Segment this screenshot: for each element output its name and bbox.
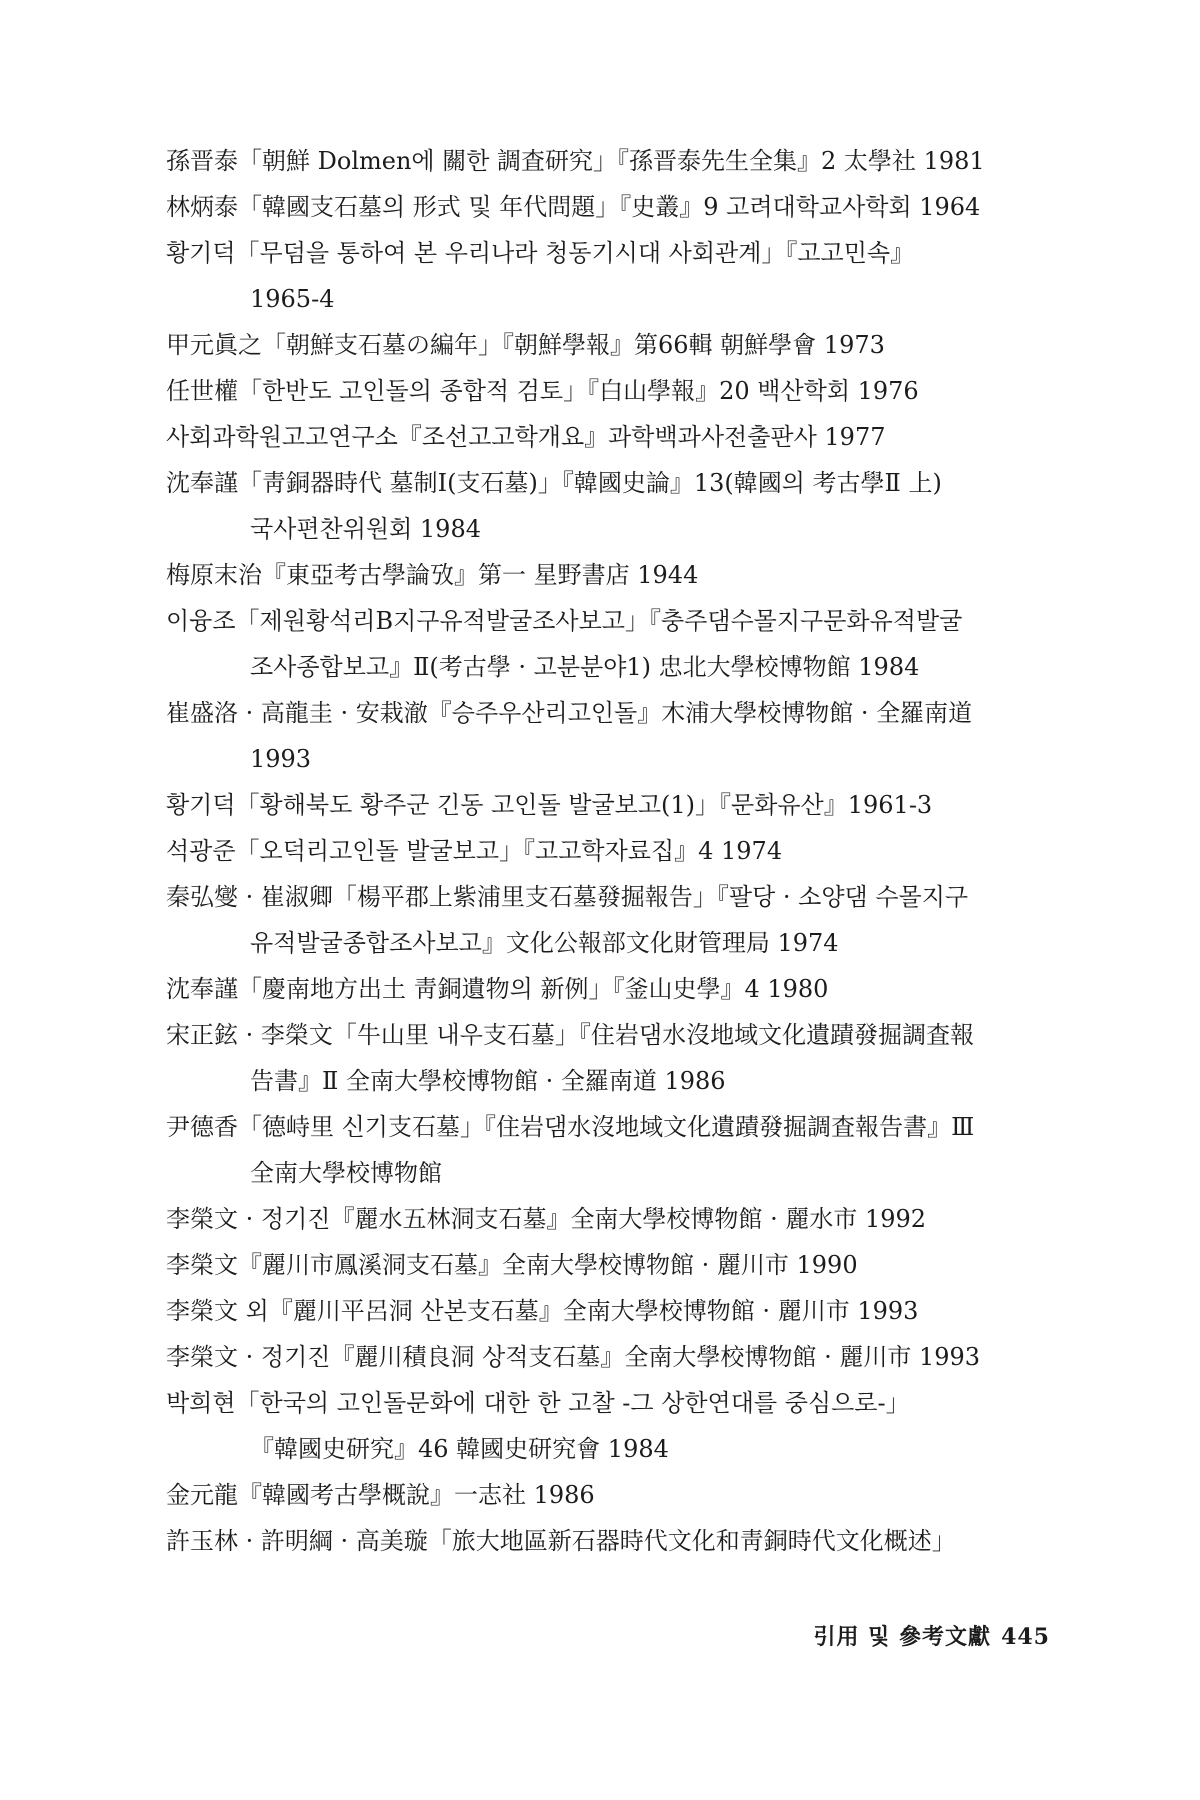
reference-entry [166, 1518, 1051, 1564]
reference-entry [166, 322, 1051, 368]
reference-line: 황기덕「무덤을 통하여 본 우리나라 청동기시대 사회관계」『고고민속』 [166, 239, 915, 267]
reference-line: 李榮文 · 정기진『麗川積良洞 상적支石墓』全南大學校博物館 · 麗川市 1993 [166, 1343, 981, 1371]
reference-continuation-line: 1965-4 [250, 285, 335, 313]
reference-line: 李榮文 · 정기진『麗水五林洞支石墓』全南大學校博物館 · 麗水市 1992 [166, 1205, 927, 1233]
reference-continuation-line: 1993 [250, 745, 312, 773]
reference-entry [166, 1242, 1051, 1288]
reference-entry [166, 184, 1051, 230]
reference-entry [166, 782, 1051, 828]
reference-line: 沈奉謹「慶南地方出土 靑銅遺物의 新例」『釜山史學』4 1980 [166, 975, 829, 1003]
reference-line: 尹德香「德峙里 신기支石墓」『住岩댐水沒地域文化遺蹟發掘調査報告書』Ⅲ [166, 1113, 975, 1141]
reference-continuation-line: 국사편찬위원회 1984 [250, 515, 481, 543]
reference-entry [166, 1380, 1051, 1472]
reference-line: 석광준「오덕리고인돌 발굴보고」『고고학자료집』4 1974 [166, 837, 783, 865]
reference-line: 許玉林 · 許明綱 · 高美璇「旅大地區新石器時代文化和靑銅時代文化概述」 [166, 1527, 956, 1555]
reference-line: 이융조「제원황석리B지구유적발굴조사보고」『충주댐수몰지구문화유적발굴 [166, 607, 963, 635]
reference-entry [166, 828, 1051, 874]
reference-line: 沈奉謹「靑銅器時代 墓制Ⅰ(支石墓)」『韓國史論』13(韓國의 考古學Ⅱ 上) [166, 469, 942, 497]
reference-continuation-line: 유적발굴종합조사보고』文化公報部文化財管理局 1974 [250, 929, 839, 957]
reference-entry [166, 874, 1051, 966]
reference-entry [166, 966, 1051, 1012]
reference-line: 金元龍『韓國考古學概說』一志社 1986 [166, 1481, 595, 1509]
reference-entry [166, 1012, 1051, 1104]
reference-entry [166, 1196, 1051, 1242]
reference-continuation-line: 全南大學校博物館 [250, 1159, 442, 1187]
page-footer [813, 1620, 1050, 1651]
reference-continuation-line: 조사종합보고』Ⅱ(考古學 · 고분분야1) 忠北大學校博物館 1984 [250, 653, 920, 681]
reference-entry [166, 230, 1051, 322]
page-number: 445 [1001, 1624, 1050, 1650]
reference-line: 崔盛洛 · 高龍圭 · 安栽澈『승주우산리고인돌』木浦大學校博物館 · 全羅南道 [166, 699, 973, 727]
reference-continuation-line: 『韓國史研究』46 韓國史研究會 1984 [250, 1435, 669, 1463]
reference-entry [166, 598, 1051, 690]
reference-line: 宋正鉉 · 李榮文「牛山里 내우支石墓」『住岩댐水沒地域文化遺蹟發掘調査報 [166, 1021, 975, 1049]
reference-line: 梅原末治『東亞考古學論攷』第一 星野書店 1944 [166, 561, 699, 589]
reference-entry [166, 690, 1051, 782]
reference-entry [166, 1334, 1051, 1380]
reference-entry [166, 552, 1051, 598]
reference-entry [166, 460, 1051, 552]
reference-entry [166, 414, 1051, 460]
reference-list [166, 138, 1051, 1564]
reference-continuation-line: 告書』Ⅱ 全南大學校博物館 · 全羅南道 1986 [250, 1067, 726, 1095]
reference-entry [166, 1104, 1051, 1196]
reference-line: 孫晋泰「朝鮮 Dolmen에 關한 調査研究」『孫晋泰先生全集』2 太學社 1981 [166, 147, 985, 175]
reference-entry [166, 368, 1051, 414]
reference-line: 박희현「한국의 고인돌문화에 대한 한 고찰 -그 상한연대를 중심으로-」 [166, 1389, 910, 1417]
reference-entry [166, 1472, 1051, 1518]
reference-entry [166, 138, 1051, 184]
reference-line: 甲元眞之「朝鮮支石墓の編年」『朝鮮學報』第66輯 朝鮮學會 1973 [166, 331, 885, 359]
reference-line: 사회과학원고고연구소『조선고고학개요』과학백과사전출판사 1977 [166, 423, 886, 451]
reference-line: 任世權「한반도 고인돌의 종합적 검토」『白山學報』20 백산학회 1976 [166, 377, 919, 405]
running-title: 引用 및 參考文獻 [813, 1624, 992, 1650]
reference-line: 秦弘燮 · 崔淑卿「楊平郡上紫浦里支石墓發掘報告」『팔당 · 소양댐 수몰지구 [166, 883, 969, 911]
reference-line: 李榮文 외『麗川平呂洞 산본支石墓』全南大學校博物館 · 麗川市 1993 [166, 1297, 919, 1325]
reference-line: 황기덕「황해북도 황주군 긴동 고인돌 발굴보고(1)」『문화유산』1961-3 [166, 791, 933, 819]
reference-line: 李榮文『麗川市鳳溪洞支石墓』全南大學校博物館 · 麗川市 1990 [166, 1251, 858, 1279]
reference-entry [166, 1288, 1051, 1334]
reference-line: 林炳泰「韓國支石墓의 形式 및 年代問題」『史叢』9 고려대학교사학회 1964 [166, 193, 981, 221]
